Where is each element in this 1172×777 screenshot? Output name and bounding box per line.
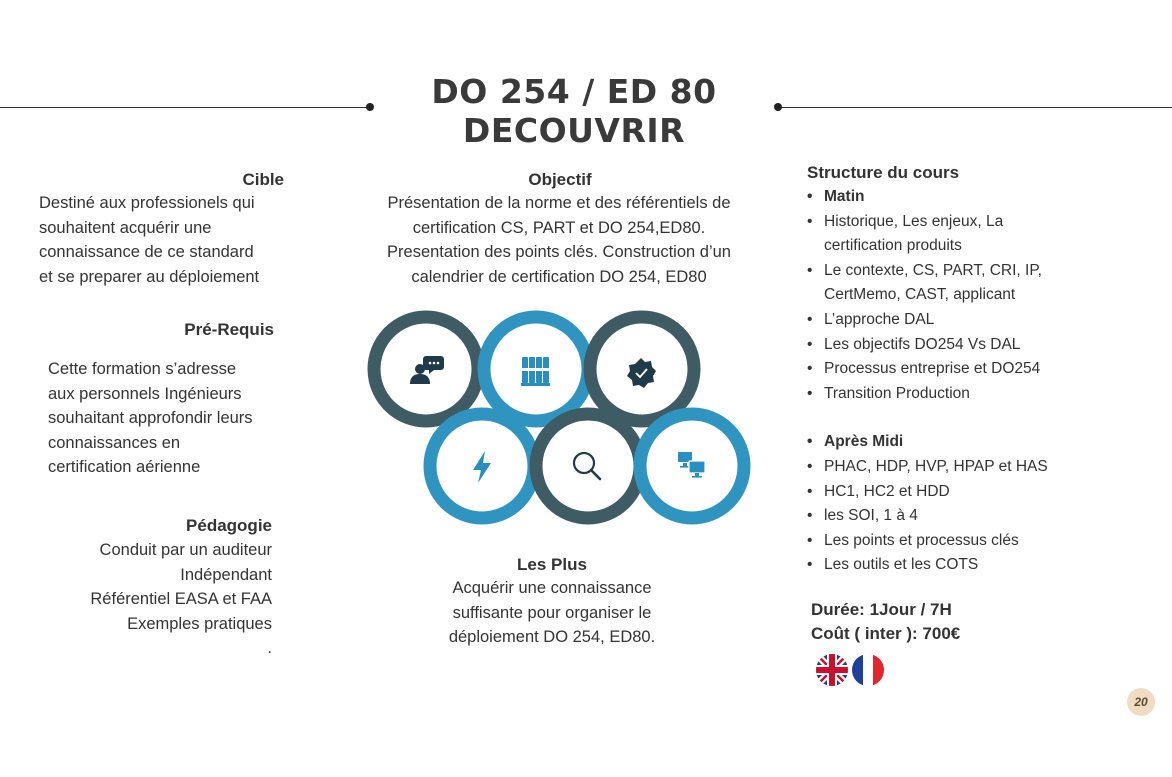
page-title: [360, 72, 788, 150]
cible-heading: Cible: [242, 170, 284, 189]
france-flag-icon: [851, 653, 885, 687]
pedagogie-line: Exemples pratiques: [127, 614, 272, 633]
lesplus-line: Acquérir une connaissance: [452, 579, 652, 597]
list-item: • Transition Production: [807, 382, 1147, 407]
objectif-line: Presentation des points clés. Construction d’un: [387, 243, 731, 261]
list-item: • Les outils et les COTS: [807, 553, 1147, 578]
prerequis-line: aux personnels Ingénieurs: [48, 384, 242, 403]
objectif-heading: Objectif: [528, 170, 592, 189]
ring-bottom-middle: [536, 414, 640, 518]
header-rule-right: [778, 107, 1172, 108]
list-item: • L’approche DAL: [807, 308, 1147, 333]
lesplus-line: suffisante pour organiser le: [452, 603, 652, 622]
cible-line: Destiné aux professionels qui: [39, 194, 255, 212]
pedagogie-line: Référentiel EASA et FAA: [90, 590, 272, 608]
list-item: • Le contexte, CS, PART, CRI, IP, CertMemo, CAST, applicant: [807, 259, 1147, 308]
pedagogie-line: .: [267, 639, 272, 657]
title-line-1: DO 254 / ED 80: [431, 72, 717, 111]
lesplus-text: [400, 576, 704, 650]
rings-graphic: [360, 305, 760, 537]
pedagogie-text: [40, 538, 272, 661]
pedagogie-heading: Pédagogie: [186, 516, 272, 535]
list-item: • HC1, HC2 et HDD: [807, 480, 1147, 505]
lesplus-heading: Les Plus: [517, 555, 587, 574]
page-number: 20: [1127, 688, 1155, 716]
cible-text: [39, 191, 299, 289]
prerequis-line: certification aérienne: [48, 458, 201, 476]
objectif-text: [349, 191, 769, 289]
cible-line: et se preparer au déploiement: [39, 267, 260, 286]
list-item: • Processus entreprise et DO254: [807, 357, 1147, 382]
uk-flag-icon: [815, 653, 849, 687]
structure-list: [807, 185, 1147, 578]
lesplus-line: déploiement DO 254, ED80.: [448, 628, 656, 646]
prerequis-line: Cette formation s’adresse: [48, 360, 237, 378]
header-rule-left: [0, 107, 370, 108]
prerequis-heading: Pré-Requis: [184, 320, 274, 339]
pedagogie-line: Conduit par un auditeur: [99, 541, 272, 559]
prerequis-line: connaissances en: [48, 433, 181, 452]
list-item-apres-midi: • Après Midi: [807, 430, 1147, 455]
cible-line: souhaitent acquérir une: [39, 218, 212, 237]
cible-line: connaissance de ce standard: [39, 243, 254, 261]
list-item: • Les points et processus clés: [807, 529, 1147, 554]
objectif-line: calendrier de certification DO 254, ED80: [411, 267, 707, 286]
prerequis-text: [48, 357, 298, 480]
title-line-2: DECOUVRIR: [462, 111, 686, 150]
cost-text: Coût ( inter ): 700€: [811, 624, 961, 643]
prerequis-line: souhaitant approfondir leurs: [48, 409, 253, 427]
pedagogie-line: Indépendant: [180, 565, 272, 584]
list-item: • Historique, Les enjeux, La certification produits: [807, 210, 1147, 259]
structure-heading: Structure du cours: [807, 163, 960, 182]
objectif-line: certification CS, PART et DO 254,ED80.: [412, 218, 706, 237]
list-item: • PHAC, HDP, HVP, HPAP et HAS: [807, 455, 1147, 480]
objectif-line: Présentation de la norme et des référentiels de: [387, 194, 731, 212]
duration-text: Durée: 1Jour / 7H: [811, 600, 952, 619]
list-item: • Les objectifs DO254 Vs DAL: [807, 333, 1147, 358]
list-item: • les SOI, 1 à 4: [807, 504, 1147, 529]
list-item-matin: • Matin: [807, 185, 1147, 210]
